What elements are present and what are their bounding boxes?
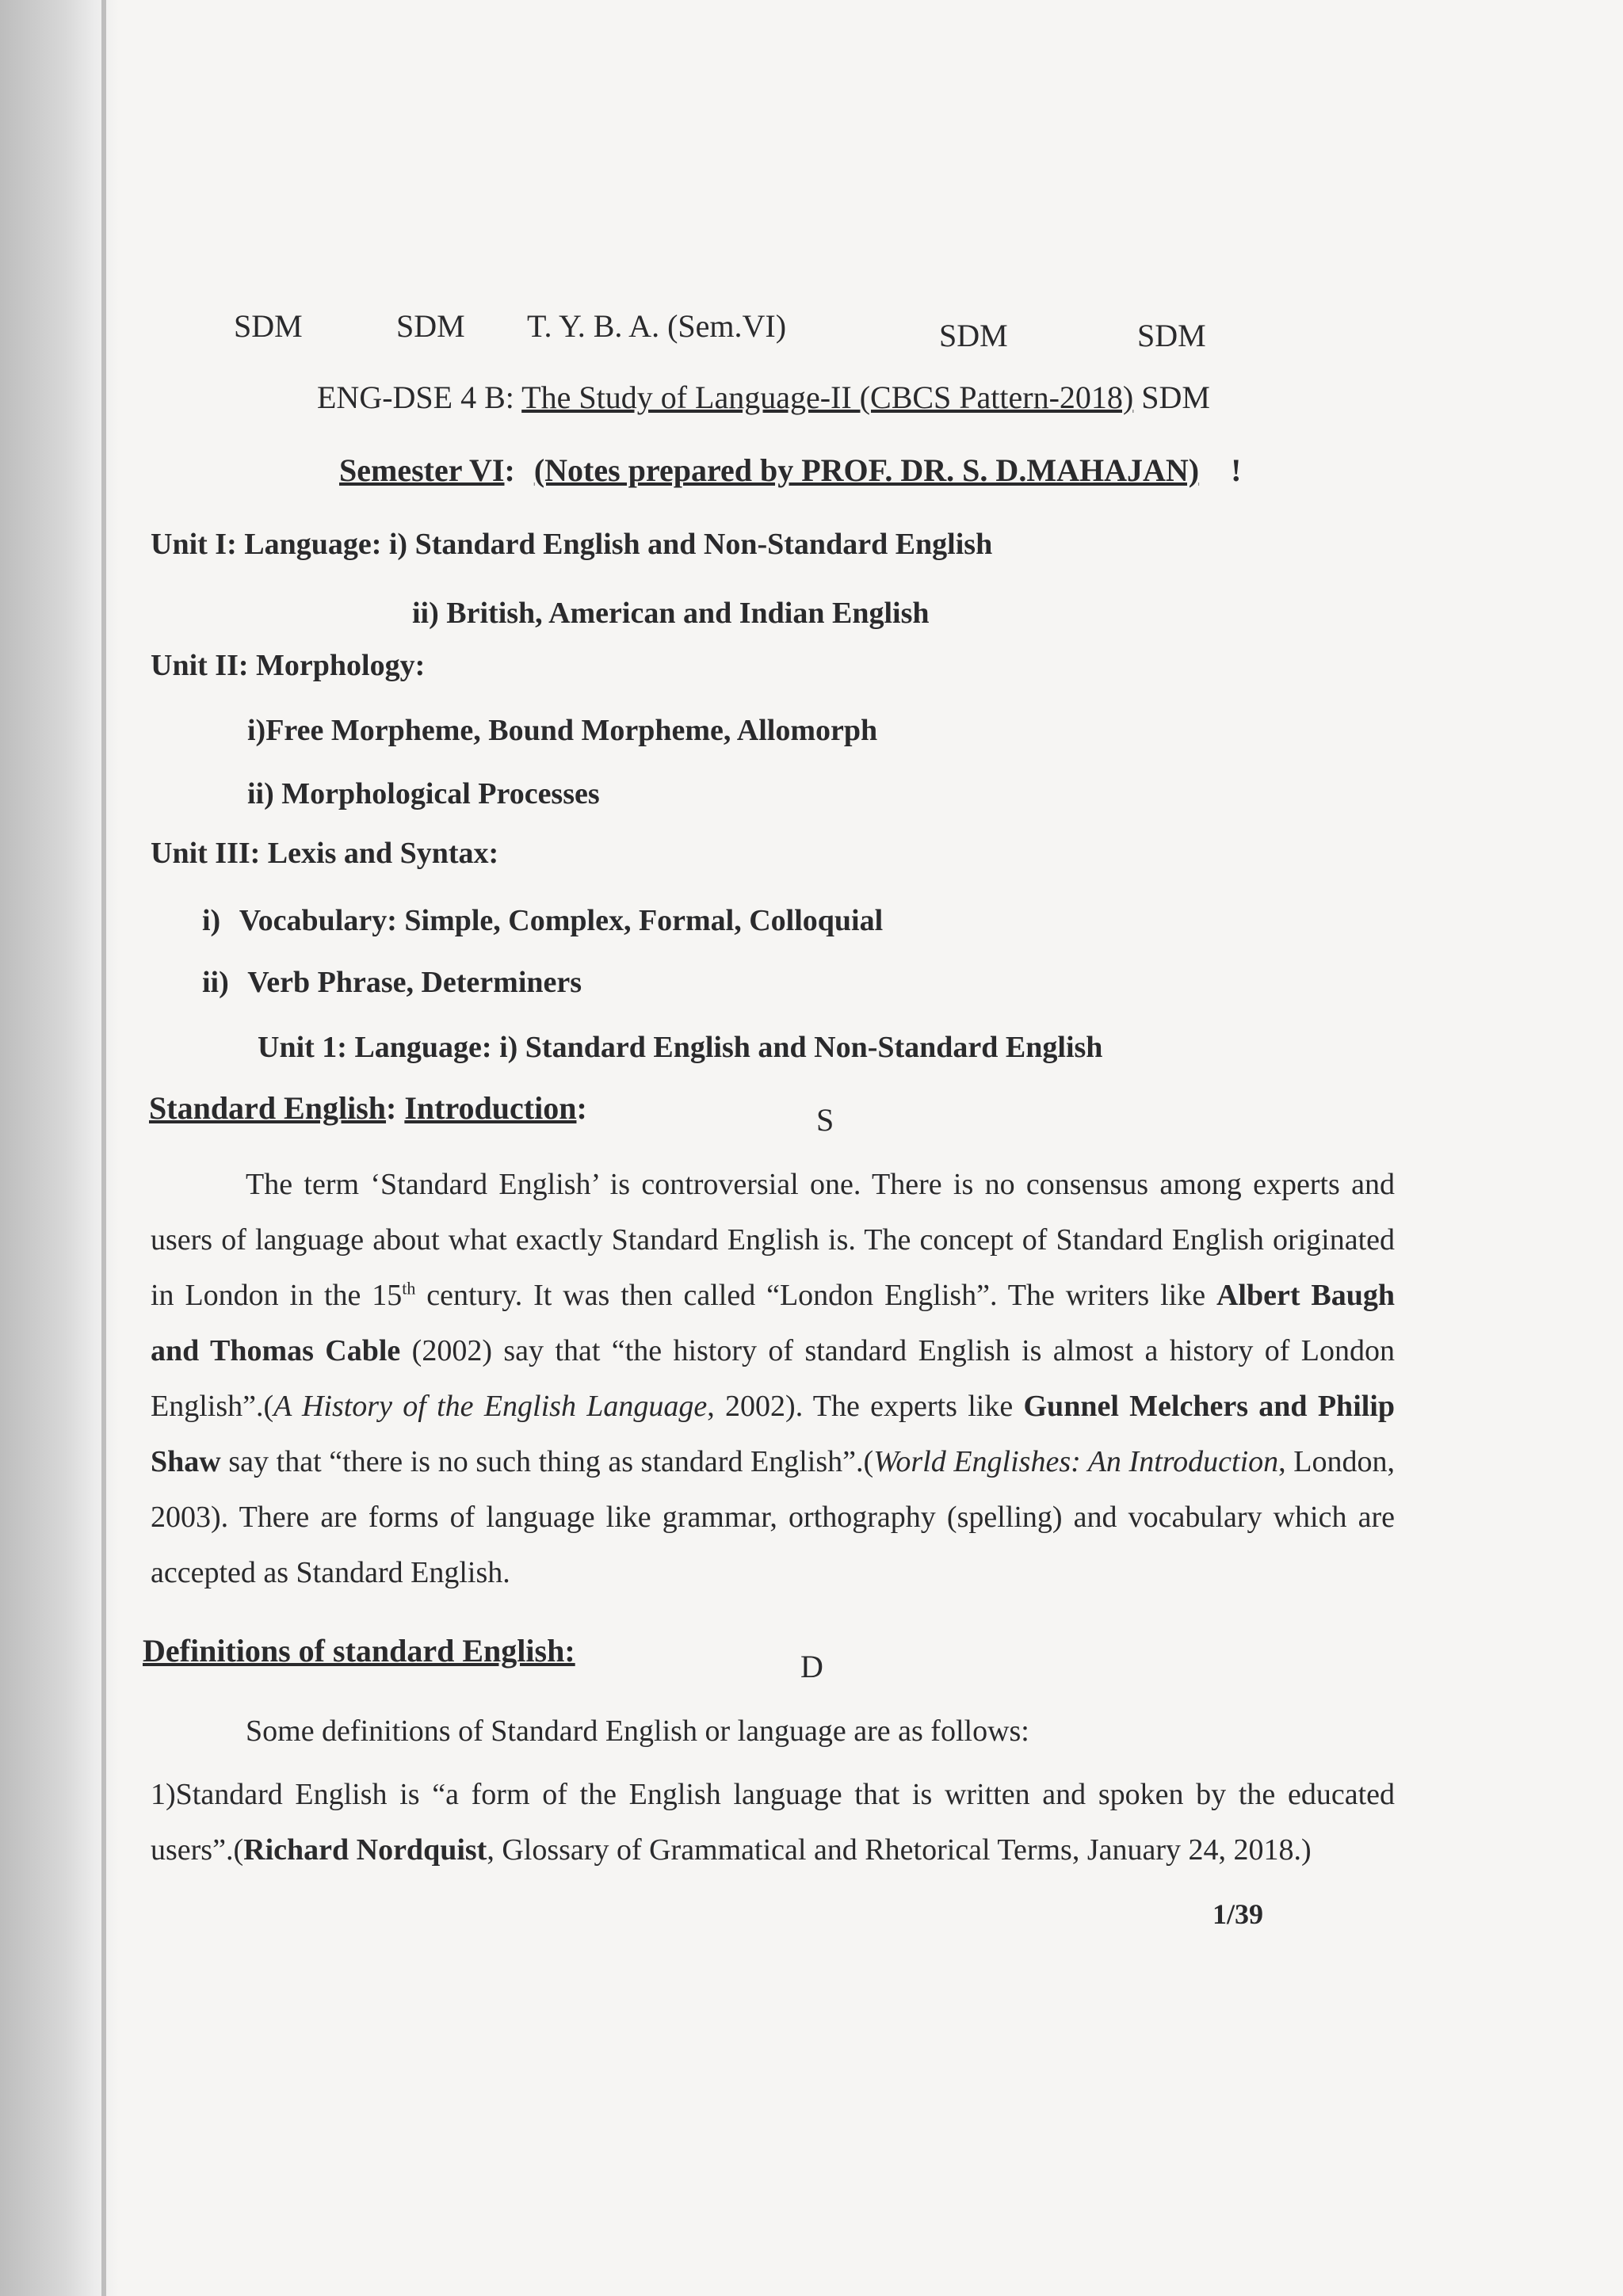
page-number: 1/39 — [1212, 1898, 1264, 1930]
syllabus-unit3-a-text: Vocabulary: Simple, Complex, Formal, Colloquial — [239, 904, 884, 937]
notes-credit: (Notes prepared by PROF. DR. S. D.MAHAJAN) — [533, 452, 1200, 488]
syllabus-unit3-b — [202, 965, 582, 1000]
section1-initial: S — [816, 1102, 834, 1138]
semester-line — [339, 452, 1241, 489]
semester-label: Semester VI — [339, 452, 505, 488]
section2-body — [151, 1703, 1395, 1878]
syllabus-unit3-b-text: Verb Phrase, Determiners — [247, 966, 582, 999]
para-text-6: , London, 2003). There are forms of language like grammar, orthography (spelling) and vocabulary which are accepted as Standard English. — [151, 1445, 1395, 1589]
syllabus-unit2: Unit II: Morphology: — [151, 649, 426, 682]
stray-mark: ! — [1231, 452, 1242, 488]
section2-initial: D — [800, 1649, 823, 1684]
definition-1 — [151, 1767, 1395, 1878]
unit-heading: Unit 1: Language: i) Standard English and Non-Standard English — [258, 1031, 1103, 1064]
syllabus-unit3-b-num: ii) — [202, 966, 229, 999]
syllabus-unit1-a: Unit I: Language: i) Standard English and Non-Standard English — [151, 528, 993, 561]
syllabus-unit3: Unit III: Lexis and Syntax: — [151, 837, 499, 870]
section1-heading-a: Standard English — [149, 1090, 387, 1126]
para-text-4: , 2002). The experts like — [707, 1390, 1024, 1423]
section-heading-definitions: Definitions of standard English: — [143, 1633, 575, 1669]
header-mark-3: SDM — [939, 318, 1008, 353]
header-class: T. Y. B. A. (Sem.VI) — [527, 308, 787, 344]
section1-heading-b: Introduction — [404, 1090, 577, 1126]
section-heading-standard-english — [149, 1089, 587, 1127]
definition-1-source: , Glossary of Grammatical and Rhetorical Terms, January 24, 2018.) — [487, 1833, 1312, 1867]
para-book-2: World Englishes: An Introduction — [873, 1445, 1279, 1478]
syllabus-unit2-a: i)Free Morpheme, Bound Morpheme, Allomorph — [247, 714, 878, 747]
course-suffix: SDM — [1141, 379, 1210, 415]
header-mark-4: SDM — [1137, 318, 1206, 353]
semester-sep: : — [504, 452, 515, 488]
section1-heading-sep: : — [386, 1090, 405, 1126]
course-title: The Study of Language-II (CBCS Pattern-2018) — [521, 379, 1134, 415]
header-mark-1: SDM — [234, 308, 303, 344]
course-title-line — [317, 379, 1210, 416]
definition-1-text: 1)Standard English is “a form of the English language that is written and spoken by the educated users”.( — [151, 1778, 1395, 1867]
para-text-1: The term ‘Standard English’ is controversial one. There is no consensus among experts and users of language about what exactly Standard English is. The concept of Standard English originated in London in the 15 — [151, 1168, 1395, 1312]
definition-1-author: Richard Nordquist — [243, 1833, 487, 1867]
syllabus-unit1-b: ii) British, American and Indian English — [412, 597, 930, 630]
para-authors-2: Gunnel Melchers and Philip Shaw — [151, 1390, 1396, 1478]
section1-paragraph — [151, 1157, 1395, 1600]
para-authors-1: Albert Baugh and Thomas Cable — [151, 1279, 1395, 1367]
para-text-5: say that “there is no such thing as standard English”.( — [220, 1445, 874, 1478]
header-mark-2: SDM — [396, 308, 465, 344]
para-sup: th — [402, 1278, 416, 1299]
section2-intro: Some definitions of Standard English or language are as follows: — [246, 1714, 1029, 1748]
syllabus-unit3-a — [202, 903, 883, 938]
syllabus-unit3-a-num: i) — [202, 904, 221, 937]
para-text-2: century. It was then called “London English”. The writers like — [415, 1279, 1216, 1312]
section1-heading-end: : — [576, 1090, 587, 1126]
course-code: ENG-DSE 4 B: — [317, 379, 514, 415]
syllabus-unit2-b: ii) Morphological Processes — [247, 777, 600, 810]
para-book-1: A History of the English Language — [273, 1390, 708, 1423]
para-text-3: (2002) say that “the history of standard English is almost a history of London English”.( — [151, 1334, 1395, 1423]
